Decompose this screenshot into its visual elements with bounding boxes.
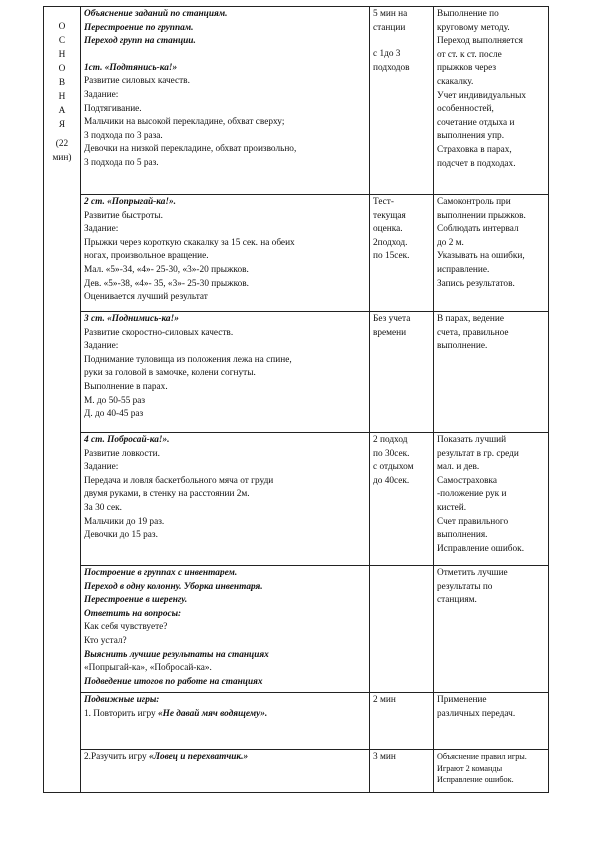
dosage-line: по 30сек. (373, 448, 410, 459)
dosage-line: 2 мин (373, 695, 396, 705)
table-row (44, 693, 549, 750)
table-row (44, 195, 549, 312)
note-line: Играют 2 команды (437, 763, 503, 773)
games-notes (434, 693, 549, 750)
text-line: Д. до 40-45 раз (84, 409, 144, 420)
phase-letter: Н (58, 50, 66, 60)
dosage-line: 2 подход (373, 435, 408, 445)
text-line: ногах, произвольное вращение. (84, 251, 209, 262)
text-line: 3 ст. «Поднимись-ка!» (84, 314, 179, 324)
text-line: М. до 50-55 раз (84, 395, 146, 406)
text-line: Оценивается лучший результат (84, 292, 208, 303)
text-line: 1ст. «Подтянись-ка!» (84, 62, 178, 73)
text-line: руки за головой в замочке, колени согнуты. (84, 368, 256, 379)
text-line (84, 49, 366, 62)
dosage-line: станции (373, 22, 406, 33)
note-line: выполнения упр. (437, 131, 505, 142)
phase-letter: Я (58, 120, 66, 130)
text-line: Перестроение по группам. (84, 22, 194, 33)
note-line: станциям. (437, 595, 477, 606)
text-line: Ответить на вопросы: (84, 608, 182, 619)
station-2-content (81, 195, 370, 312)
games-content (81, 693, 370, 750)
text-line: 4 ст. Побросай-ка!». (84, 435, 170, 445)
table-row (44, 750, 549, 793)
text-line: Переход групп на станции. (84, 36, 196, 47)
phase-letter: А (58, 106, 66, 116)
text-line: Подвижные игры: (84, 695, 160, 705)
table-row (44, 433, 549, 566)
note-line: Указывать на ошибки, (437, 251, 525, 262)
note-line: исправление. (437, 264, 490, 275)
dosage-line: 3 мин (373, 752, 396, 762)
note-line: кистей. (437, 502, 467, 513)
text-line: За 30 сек. (84, 502, 122, 513)
text-line: двумя руками, в стенку на расстоянии 2м. (84, 489, 250, 500)
dosage-line: текущая (373, 210, 406, 221)
phase-letter: О (58, 22, 66, 32)
note-line: особенностей, (437, 104, 494, 115)
station-2-notes (434, 195, 549, 312)
note-line: Объяснение правил игры. (437, 752, 527, 761)
text-line: Развитие силовых качеств. (84, 76, 190, 87)
regroup-dosage (370, 566, 434, 693)
text-line: Задание: (84, 224, 119, 235)
table-row (44, 566, 549, 693)
text-line: Девочки на низкой перекладине, обхват произвольно, (84, 144, 297, 155)
note-line: результаты по (437, 581, 493, 592)
dosage-line: оценка. (373, 224, 403, 235)
note-line: -положение рук и (437, 489, 507, 500)
phase-letter: В (58, 78, 66, 88)
text-line: Задание: (84, 462, 119, 473)
note-line: прыжков через (437, 63, 497, 74)
note-line: мал. и дев. (437, 462, 480, 473)
note-line: счета, правильное (437, 327, 509, 338)
text-line: Мальчики на высокой перекладине, обхват сверху; (84, 117, 285, 128)
text-line: Дев. «5»-38, «4»- 35, «3»- 25-30 прыжков. (84, 278, 249, 289)
station-3-dosage (370, 312, 434, 433)
dosage-line: 2подход. (373, 237, 408, 248)
station-4-notes (434, 433, 549, 566)
text-line: «Попрыгай-ка», «Побросай-ка». (84, 663, 212, 674)
game-2-notes (434, 750, 549, 793)
phase-duration-unit: мин) (52, 153, 72, 163)
station-1-dosage (370, 7, 434, 195)
station-3-notes (434, 312, 549, 433)
line-prefix: 2.Разучить игру (84, 752, 149, 762)
lesson-plan-table (43, 6, 549, 793)
note-line: выполнении прыжков. (437, 210, 526, 221)
note-line: скакалку. (437, 76, 474, 87)
note-line: сочетание отдыха и (437, 117, 515, 128)
station-1-notes (434, 7, 549, 195)
text-line: Прыжки через короткую скакалку за 15 сек. на обеих (84, 237, 295, 248)
text-line: Девочки до 15 раз. (84, 530, 158, 541)
text-line: Подтягивание. (84, 103, 142, 114)
text-line: Подведение итогов по работе на станциях (84, 676, 263, 687)
regroup-content (81, 566, 370, 693)
dosage-line: подходов (373, 62, 410, 73)
text-line: Выполнение в парах. (84, 381, 168, 392)
dosage-line: Без учета (373, 314, 411, 324)
dosage-line: 5 мин на (373, 9, 408, 19)
text-line: Кто устал? (84, 635, 127, 646)
dosage-line: с 1до 3 (373, 49, 401, 60)
phase-letter: Н (58, 92, 66, 102)
note-line: подсчет в подходах. (437, 158, 516, 169)
text-line: Переход в одну колонну. Уборка инвентаря. (84, 581, 263, 592)
games-dosage (370, 693, 434, 750)
note-line: Выполнение по (437, 9, 499, 19)
note-line: круговому методу. (437, 22, 510, 33)
text-line: 3 подхода по 5 раз. (84, 157, 159, 168)
text-line: Выяснить лучшие результаты на станциях (84, 649, 269, 660)
station-4-dosage (370, 433, 434, 566)
text-line: Развитие скоростно-силовых качеств. (84, 327, 234, 338)
text-line: Поднимание туловища из положения лежа на спине, (84, 354, 292, 365)
table-row (44, 312, 549, 433)
text-line: Построение в группах с инвентарем. (84, 568, 238, 578)
station-4-content (81, 433, 370, 566)
note-line: Соблюдать интервал (437, 224, 519, 235)
phase-letter: С (58, 36, 66, 46)
game-name: «Не давай мяч водящему». (157, 708, 268, 719)
note-line: В парах, ведение (437, 314, 504, 324)
text-line: Как себя чувствуете? (84, 622, 168, 633)
note-line: Запись результатов. (437, 278, 515, 289)
game-2-dosage (370, 750, 434, 793)
phase-duration: (22 (55, 139, 69, 149)
note-line: результат в гр. среди (437, 448, 519, 459)
note-line: от ст. к ст. после (437, 49, 502, 60)
station-2-dosage (370, 195, 434, 312)
phase-label (47, 8, 77, 165)
note-line: Счет правильного (437, 516, 509, 527)
text-line (84, 751, 366, 765)
note-line: Исправление ошибок. (437, 543, 525, 554)
dosage-line: с отдыхом (373, 462, 414, 473)
regroup-notes (434, 566, 549, 693)
phase-letter: О (58, 64, 66, 74)
dosage-line: по 15сек. (373, 251, 410, 262)
note-line: различных передач. (437, 708, 516, 719)
text-line: Перестроение в шеренгу. (84, 595, 188, 606)
note-line: Учет индивидуальных (437, 90, 527, 101)
dosage-line: времени (373, 327, 407, 338)
phase-cell (44, 7, 81, 793)
dosage-line: до 40сек. (373, 475, 410, 486)
text-line: Развитие быстроты. (84, 210, 163, 221)
text-line: Мальчики до 19 раз. (84, 516, 165, 527)
station-1-content (81, 7, 370, 195)
text-line (84, 708, 366, 722)
note-line: выполнения. (437, 530, 488, 541)
dosage-line (373, 35, 430, 48)
game-name: «Ловец и перехватчик.» (148, 752, 249, 762)
text-line: Объяснение заданий по станциям. (84, 9, 228, 19)
text-line: Мал. «5»-34, «4»- 25-30, «3»-20 прыжков. (84, 264, 249, 275)
note-line: Показать лучший (437, 435, 507, 445)
text-line: 3 подхода по 3 раза. (84, 130, 163, 141)
table-row (44, 7, 549, 195)
note-line: Переход выполняется (437, 36, 523, 47)
text-line: Развитие ловкости. (84, 448, 160, 459)
text-line: 2 ст. «Попрыгай-ка!». (84, 197, 176, 207)
note-line: Исправление ошибок. (437, 775, 514, 784)
text-line: Передача и ловля баскетбольного мяча от груди (84, 475, 274, 486)
note-line: Применение (437, 695, 487, 705)
text-line: Задание: (84, 89, 119, 100)
note-line: Страховка в парах, (437, 144, 512, 155)
game-2-content (81, 750, 370, 793)
station-3-content (81, 312, 370, 433)
note-line: Самоконтроль при (437, 197, 511, 207)
note-line: выполнение. (437, 341, 488, 352)
line-prefix: 1. Повторить игру (84, 708, 158, 719)
dosage-line: Тест- (373, 197, 394, 207)
text-line: Задание: (84, 341, 119, 352)
note-line: Самостраховка (437, 475, 498, 486)
note-line: до 2 м. (437, 237, 464, 248)
note-line: Отметить лучшие (437, 568, 508, 578)
